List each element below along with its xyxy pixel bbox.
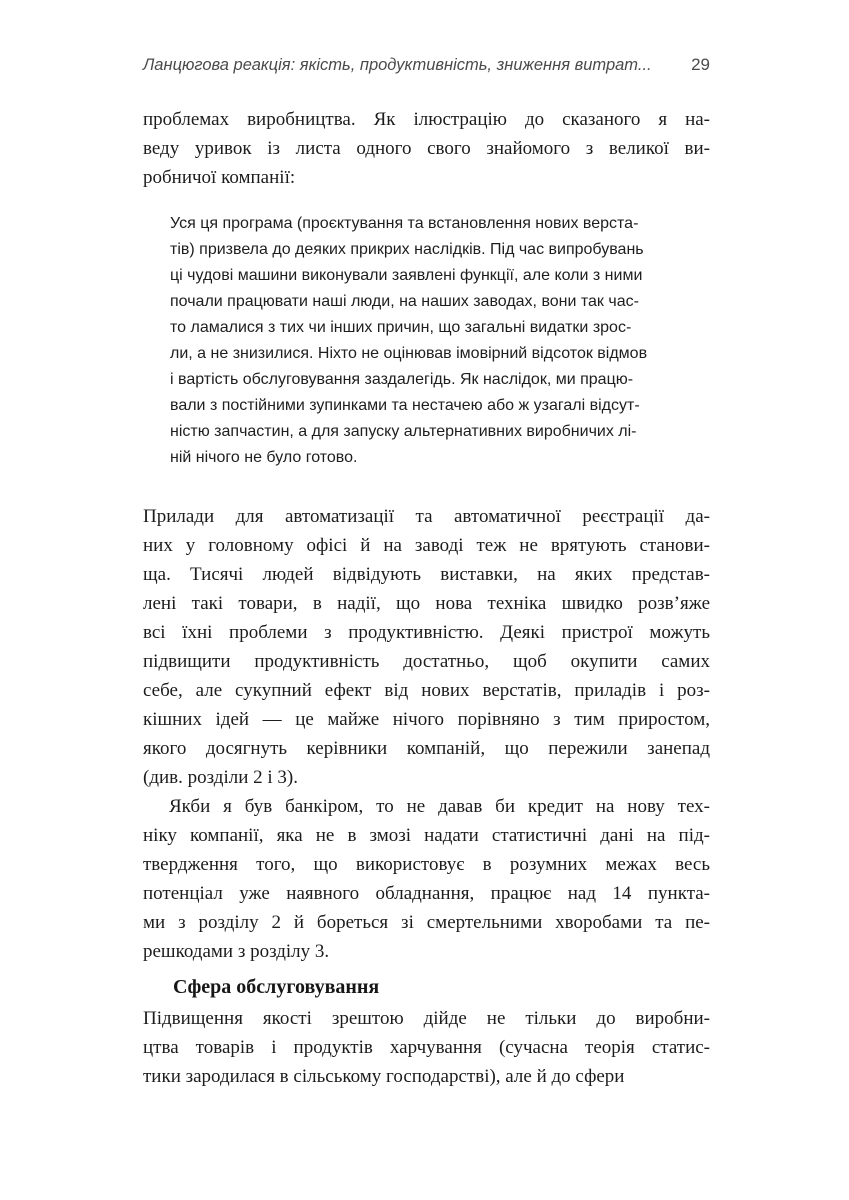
text-line: якого досягнуть керівники компаній, що пережили занепад: [143, 738, 710, 759]
running-title: Ланцюгова реакція: якість, продуктивність, зниження витрат...: [143, 56, 652, 74]
text-line: потенціал уже наявного обладнання, працює над 14 пункта-: [143, 883, 710, 904]
text-column: [143, 0, 710, 1091]
text-line: ній нічого не було готово.: [170, 449, 358, 466]
text-line: кішних ідей — це майже нічого порівняно з тим приростом,: [143, 709, 710, 730]
text-line: твердження того, що використовує в розумних межах весь: [143, 854, 710, 875]
text-line: лені такі товари, в надії, що нова техніка швидко розв’яже: [143, 593, 710, 614]
text-line: і вартість обслуговування заздалегідь. Як наслідок, ми працю-: [170, 371, 634, 388]
text-line: Підвищення якості зрештою дійде не тільки до виробни-: [143, 1008, 710, 1029]
text-line: них у головному офісі й на заводі теж не врятують станови-: [143, 535, 710, 556]
page-header: [143, 53, 710, 77]
text-line: тики зародилася в сільському господарстві), але й до сфери: [143, 1066, 625, 1087]
text-line: (див. розділи 2 і 3).: [143, 767, 298, 788]
text-line: проблемах виробництва. Як ілюстрацію до сказаного я на-: [143, 109, 710, 130]
text-line: то ламалися з тих чи інших причин, що загальні видатки зрос-: [170, 319, 632, 336]
text-line: ми з розділу 2 й бореться зі смертельними хворобами та пе-: [143, 912, 710, 933]
text-line: всі їхні проблеми з продуктивністю. Деякі пристрої можуть: [143, 622, 710, 643]
text-line: вали з постійними зупинками та нестачею або ж узагалі відсут-: [170, 397, 640, 414]
text-line: підвищити продуктивність достатньо, щоб окупити самих: [143, 651, 710, 672]
section-heading: Сфера обслуговування: [173, 976, 380, 998]
text-line: Прилади для автоматизації та автоматичної реєстрації да-: [143, 506, 710, 527]
text-line: Уся ця програма (проєктування та встановлення нових верста-: [170, 215, 639, 232]
page-number: 29: [691, 55, 710, 74]
text-line: почали працювати наші люди, на наших заводах, вони так час-: [170, 293, 639, 310]
paragraph-services: [143, 1004, 710, 1091]
text-line: себе, але сукупний ефект від нових верстатів, приладів і роз-: [143, 680, 710, 701]
text-line: тів) призвела до деяких прикрих наслідків. Під час випробувань: [170, 241, 644, 258]
text-line: решкодами з розділу 3.: [143, 941, 330, 962]
text-line: Якби я був банкіром, то не давав би кредит на нову тех-: [169, 796, 710, 817]
text-line: ніку компанії, яка не в змозі надати статистичні дані на під-: [143, 825, 710, 846]
text-line: ли, а не знизилися. Ніхто не оцінював імовірний відсоток відмов: [170, 345, 648, 362]
text-line: ща. Тисячі людей відвідують виставки, на яких представ-: [143, 564, 710, 585]
text-line: веду уривок із листа одного свого знайомого з великої ви-: [143, 138, 710, 159]
paragraph-banker: [143, 792, 710, 966]
paragraph-intro: [143, 105, 710, 192]
text-line: ністю запчастин, а для запуску альтернативних виробничих лі-: [170, 423, 637, 440]
block-quote: [170, 211, 687, 471]
text-line: робничої компанії:: [143, 167, 296, 188]
text-line: цтва товарів і продуктів харчування (сучасна теорія статис-: [143, 1037, 710, 1058]
text-line: ці чудові машини виконували заявлені функції, але коли з ними: [170, 267, 643, 284]
paragraph-devices: [143, 502, 710, 792]
